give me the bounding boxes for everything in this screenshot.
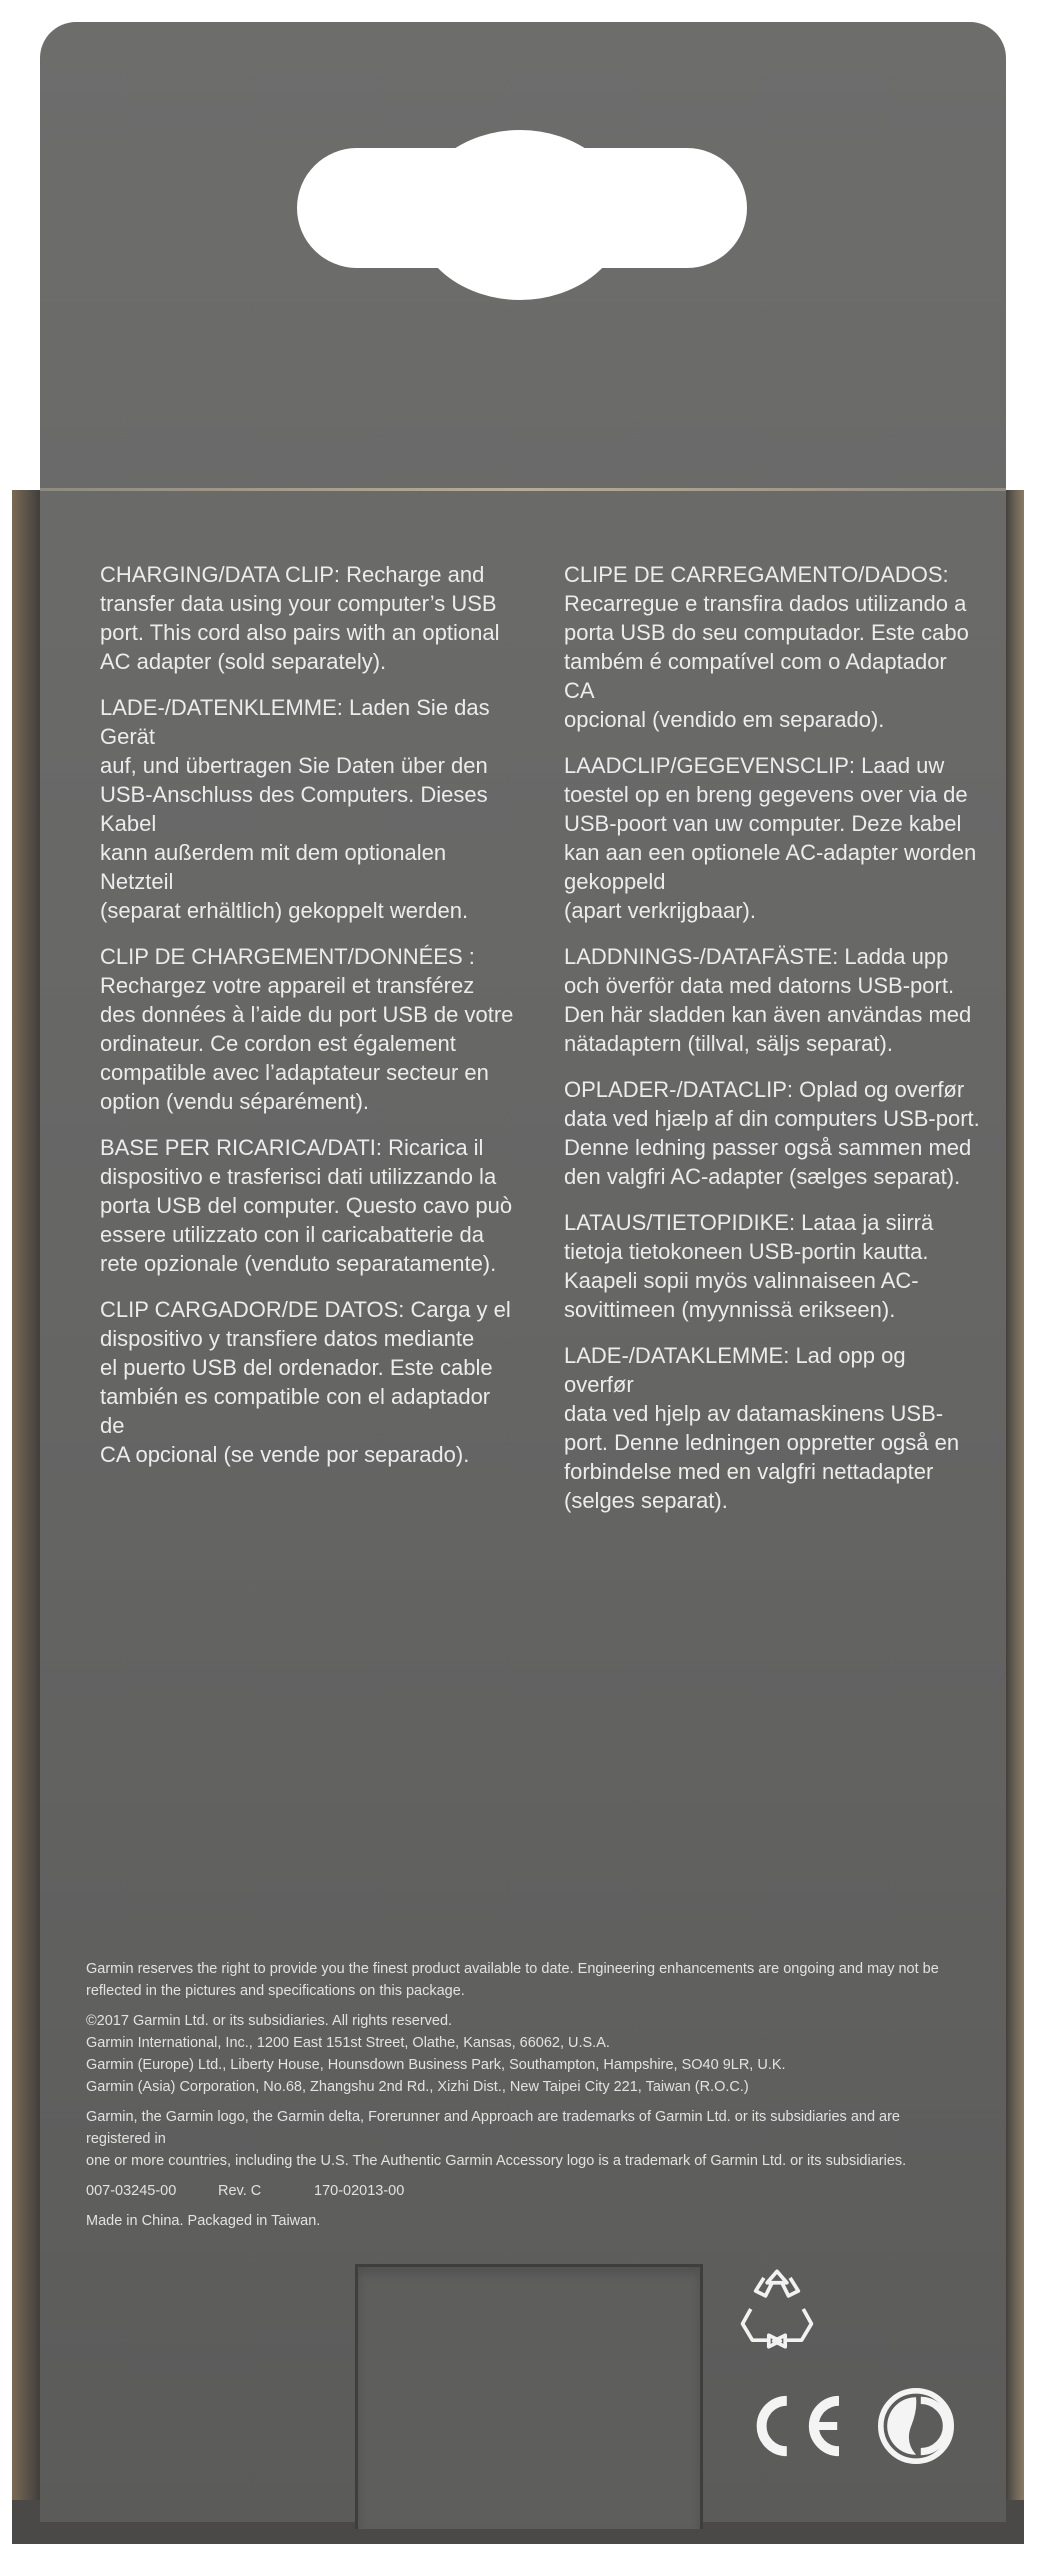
part-numbers [86,2180,966,2202]
trademarks: Garmin, the Garmin logo, the Garmin delta, Forerunner and Approach are trademarks of Garmin Ltd. or its subsidiaries and are registered in one or more countries, including the U.S. The Authentic Garmin Accessory logo is a trademark of Garmin Ltd. or its subsidiaries. [86,2109,907,2169]
recycle-icon [736,2268,818,2350]
product-description [100,560,980,1532]
product-code: 170-02013-00 [314,2183,405,2199]
ce-mark-icon [740,2390,848,2462]
desc-spanish: CLIP CARGADOR/DE DATOS: Carga y el dispositivo y transfiere datos mediante el puerto USB del ordenador. Este cable también es compatible con el adaptador de CA opcional (se vende por separado). [100,1297,511,1467]
part-number: 007-03245-00 [86,2183,177,2199]
address-asia: Garmin (Asia) Corporation, No.68, Zhangshu 2nd Rd., Xizhi Dist., New Taipei City 221, Taiwan (R.O.C.) [86,2079,749,2095]
left-column [100,560,516,1532]
desc-german: LADE-/DATENKLEMME: Laden Sie das Gerät auf, und übertragen Sie Daten über den USB-Anschluss des Computers. Dieses Kabel kann außerdem mit dem optionalen Netzteil (separat erhältlich) gekoppelt werden. [100,695,490,923]
desc-norwegian: LADE-/DATAKLEMME: Lad opp og overfør data ved hjelp av datamaskinens USB- port. Denne ledningen oppretter også en forbindelse med en valgfri nettadapter (selges separat). [564,1343,960,1513]
desc-french: CLIP DE CHARGEMENT/DONNÉES : Rechargez votre appareil et transférez des données à l’aide du port USB de votre ordinateur. Ce cordon est également compatible avec l’adaptateur secteur en option (vendu séparément). [100,944,514,1114]
desc-english: CHARGING/DATA CLIP: Recharge and transfer data using your computer’s USB port. This cord also pairs with an optional AC adapter (sold separately). [100,562,500,674]
green-dot-icon [876,2386,956,2466]
desc-swedish: LADDNINGS-/DATAFÄSTE: Ladda upp och överför data med datorns USB-port. Den här sladden kan även användas med nätadaptern (tillval, säljs separat). [564,944,972,1056]
desc-finnish: LATAUS/TIETOPIDIKE: Lataa ja siirrä tietoja tietokoneen USB-portin kautta. Kaapeli sopii myös valinnaiseen AC- sovittimeen (myynnissä erikseen). [564,1210,934,1322]
box-edge-right [1004,490,1024,2540]
desc-dutch: LAADCLIP/GEGEVENSCLIP: Laad uw toestel op en breng gegevens over via de USB-poort van uw computer. Deze kabel kan aan een optionele AC-adapter worden gekoppeld (apart verkrijgbaar). [564,753,977,923]
box-tab [355,2264,703,2529]
desc-italian: BASE PER RICARICA/DATI: Ricarica il dispositivo e trasferisci dati utilizzando la porta USB del computer. Questo cavo può essere utilizzato con il caricabatterie da rete opzionale (venduto separatamente). [100,1135,513,1276]
origin: Made in China. Packaged in Taiwan. [86,2213,321,2229]
address-international: Garmin International, Inc., 1200 East 151st Street, Olathe, Kansas, 66062, U.S.A. [86,2035,610,2051]
desc-portuguese: CLIPE DE CARREGAMENTO/DADOS: Recarregue e transfira dados utilizando a porta USB do seu computador. Este cabo também é compatível com o Adaptador CA opcional (vendido em separado). [564,562,969,732]
disclaimer: Garmin reserves the right to provide you the finest product available to date. Engineering enhancements are ongoing and may not be reflected in the pictures and specifications on this package. [86,1961,939,1999]
address-europe: Garmin (Europe) Ltd., Liberty House, Hounsdown Business Park, Southampton, Hampshire, SO40 9LR, U.K. [86,2057,786,2073]
desc-danish: OPLADER-/DATACLIP: Oplad og overfør data ved hjælp af din computers USB-port. Denne ledning passer også sammen med den valgfri AC-adapter (sælges separat). [564,1077,980,1189]
fold-line [40,488,1006,491]
legal-text [86,1958,966,2240]
right-column [564,560,980,1532]
box-edge-left [12,490,42,2540]
revision: Rev. C [218,2183,262,2199]
hang-hole [297,148,747,268]
copyright: ©2017 Garmin Ltd. or its subsidiaries. All rights reserved. [86,2013,453,2029]
